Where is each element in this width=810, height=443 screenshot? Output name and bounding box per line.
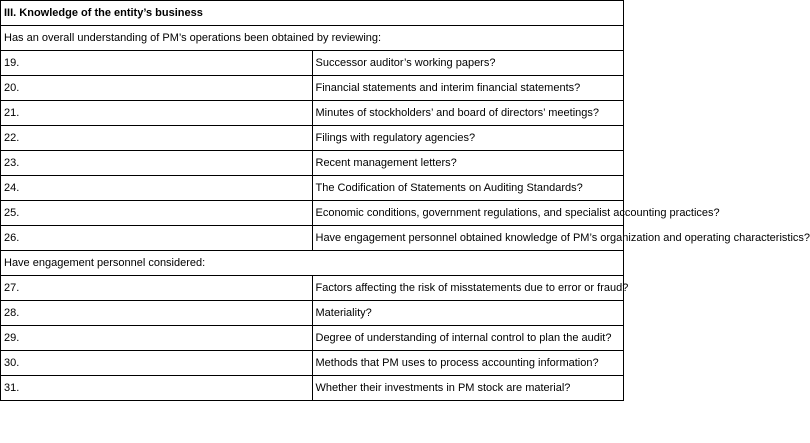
checklist-row: [1, 276, 624, 301]
group-intro-row: [1, 26, 624, 51]
item-number: 28.: [1, 301, 313, 326]
item-question: Factors affecting the risk of misstatements due to error or fraud?: [312, 276, 624, 301]
group-intro: Has an overall understanding of PM’s operations been obtained by reviewing:: [1, 26, 624, 51]
item-number: 25.: [1, 201, 313, 226]
checklist-row: [1, 301, 624, 326]
checklist-row: [1, 176, 624, 201]
item-number: 27.: [1, 276, 313, 301]
checklist-row: [1, 376, 624, 401]
section-title: III. Knowledge of the entity’s business: [1, 1, 624, 26]
item-question: Whether their investments in PM stock are material?: [312, 376, 624, 401]
item-question: Minutes of stockholders’ and board of directors’ meetings?: [312, 101, 624, 126]
item-number: 23.: [1, 151, 313, 176]
item-number: 19.: [1, 51, 313, 76]
item-number: 20.: [1, 76, 313, 101]
item-question: Recent management letters?: [312, 151, 624, 176]
checklist-row: [1, 326, 624, 351]
checklist-row: [1, 51, 624, 76]
checklist-row: [1, 76, 624, 101]
checklist-row: [1, 126, 624, 151]
item-question: Successor auditor’s working papers?: [312, 51, 624, 76]
checklist-row: [1, 226, 624, 251]
item-question: Have engagement personnel obtained knowledge of PM’s organization and operating characteristics?: [312, 226, 624, 251]
item-question: Economic conditions, government regulations, and specialist accounting practices?: [312, 201, 624, 226]
group-intro: Have engagement personnel considered:: [1, 251, 624, 276]
checklist-row: [1, 101, 624, 126]
item-number: 22.: [1, 126, 313, 151]
section-header-row: [1, 1, 624, 26]
item-question: Methods that PM uses to process accounting information?: [312, 351, 624, 376]
checklist-row: [1, 351, 624, 376]
item-number: 29.: [1, 326, 313, 351]
item-question: Financial statements and interim financial statements?: [312, 76, 624, 101]
group-intro-row: [1, 251, 624, 276]
item-number: 30.: [1, 351, 313, 376]
item-question: Filings with regulatory agencies?: [312, 126, 624, 151]
item-question: The Codification of Statements on Auditing Standards?: [312, 176, 624, 201]
item-number: 31.: [1, 376, 313, 401]
checklist-row: [1, 151, 624, 176]
item-number: 21.: [1, 101, 313, 126]
item-question: Materiality?: [312, 301, 624, 326]
item-question: Degree of understanding of internal control to plan the audit?: [312, 326, 624, 351]
item-number: 26.: [1, 226, 313, 251]
item-number: 24.: [1, 176, 313, 201]
checklist-row: [1, 201, 624, 226]
